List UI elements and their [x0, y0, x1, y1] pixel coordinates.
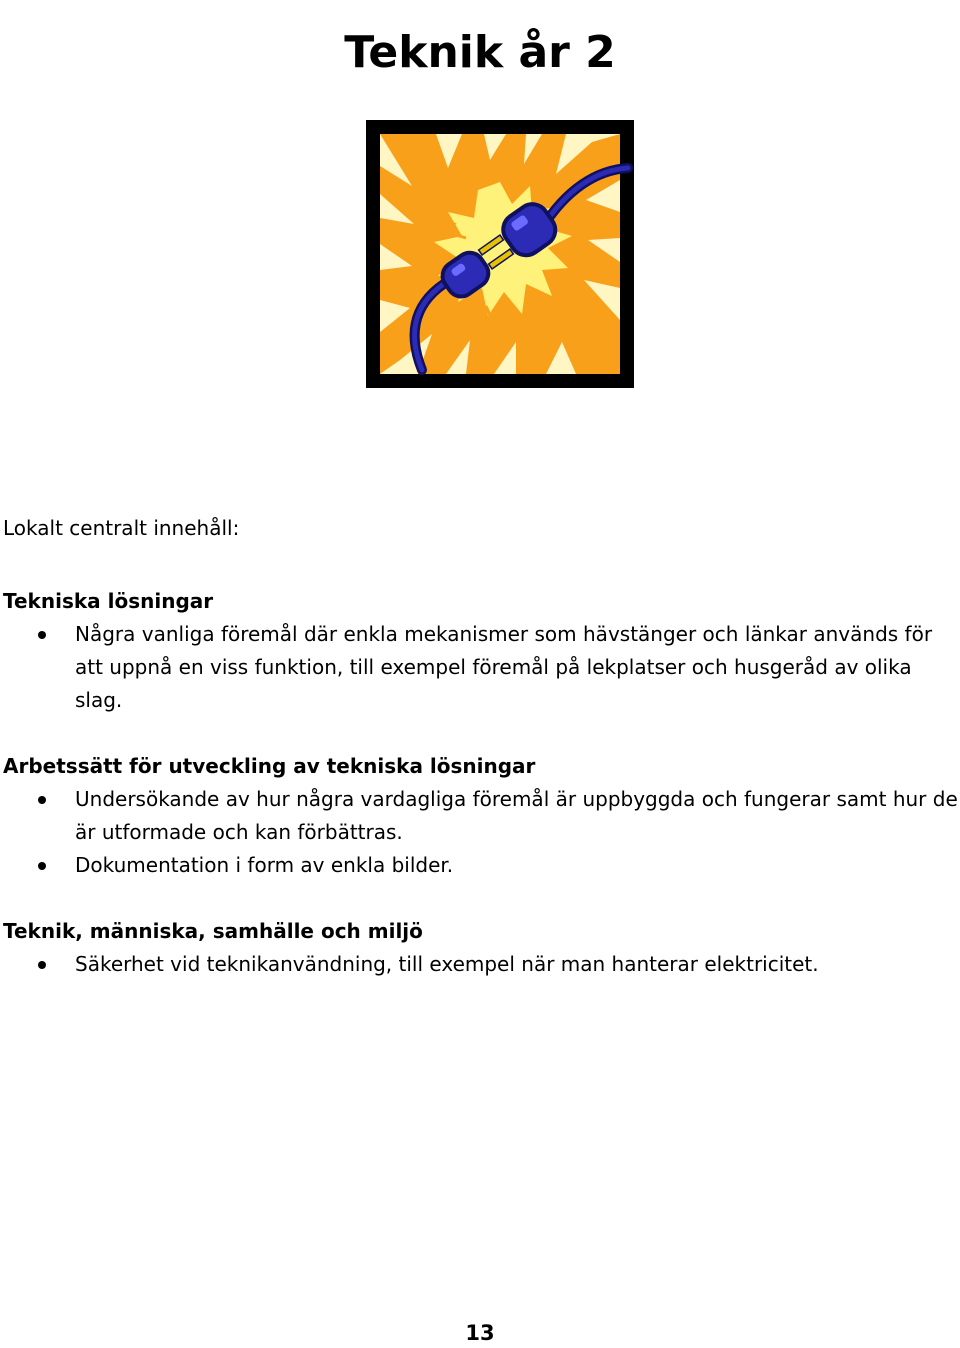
- list-item: [3, 948, 958, 981]
- list-item-text: Undersökande av hur några vardagliga föremål är uppbyggda och fungerar samt hur de är utformade och kan förbättras.: [75, 787, 958, 844]
- page-number: 13: [465, 1321, 495, 1345]
- bullet-icon: [38, 631, 46, 639]
- list-item-text: Några vanliga föremål där enkla mekanismer som hävstänger och länkar används för att uppnå en viss funktion, till exempel föremål på lekplatser och husgeråd av olika slag.: [75, 622, 933, 712]
- bullet-list: [3, 618, 958, 717]
- list-item-text: Dokumentation i form av enkla bilder.: [75, 853, 454, 877]
- bullet-list: [3, 948, 958, 981]
- bullet-icon: [38, 796, 46, 804]
- list-item-text: Säkerhet vid teknikanvändning, till exempel när man hanterar elektricitet.: [75, 952, 819, 976]
- bullet-list: [3, 783, 958, 882]
- section-heading: Tekniska lösningar: [3, 589, 214, 613]
- intro-text: Lokalt centralt innehåll:: [3, 516, 240, 540]
- spacer: [3, 882, 958, 915]
- section-heading: Arbetssätt för utveckling av tekniska lösningar: [3, 754, 536, 778]
- list-item: [3, 849, 958, 882]
- list-item: [3, 618, 958, 717]
- bullet-icon: [38, 862, 46, 870]
- list-item: [3, 783, 958, 849]
- plug-socket-spark-icon: [366, 120, 634, 388]
- spacer: [3, 545, 958, 585]
- spacer: [3, 717, 958, 750]
- page-title: Teknik år 2: [344, 27, 616, 79]
- curriculum-content: [3, 512, 958, 981]
- bullet-icon: [38, 961, 46, 969]
- section-heading: Teknik, människa, samhälle och miljö: [3, 919, 423, 943]
